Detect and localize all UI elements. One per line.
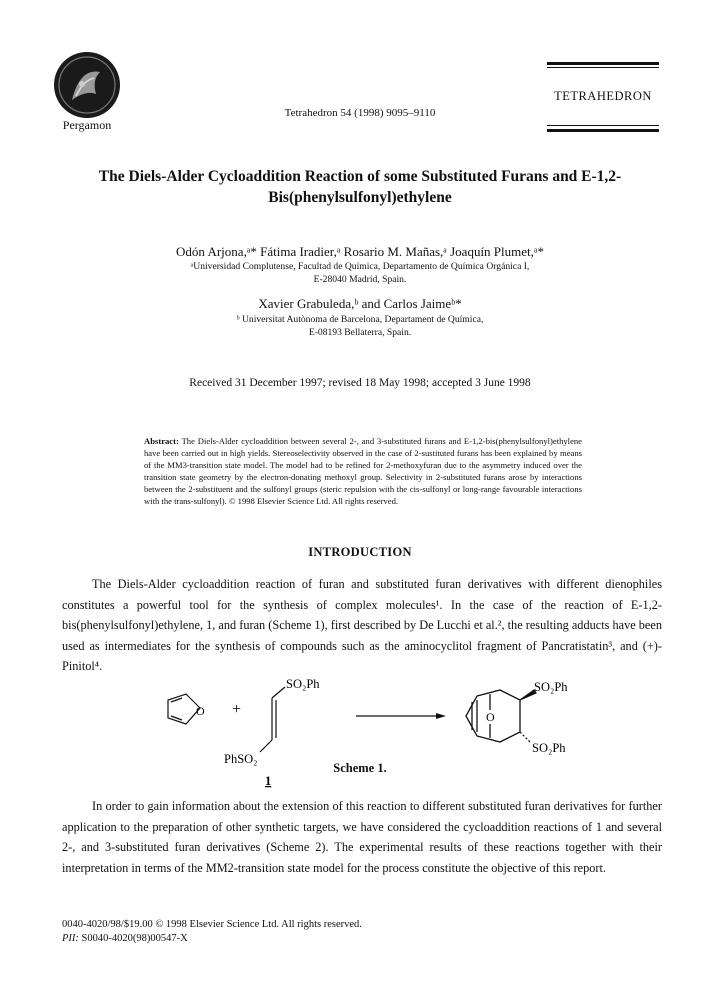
journal-name: TETRAHEDRON xyxy=(554,89,652,103)
furan-oxygen-label: O xyxy=(196,704,205,718)
product-so2ph-bottom-label: SO₂Ph xyxy=(532,741,566,755)
product-so2ph-top-label: SO₂Ph xyxy=(534,680,568,694)
dienophile-phso2-label: PhSO₂ xyxy=(224,752,258,766)
affiliation-1-line-2: E-28040 Madrid, Spain. xyxy=(313,274,407,285)
copyright-footer xyxy=(62,918,562,946)
paragraph-2-text: In order to gain information about the extension of this reaction to different substituted furan derivatives for further application to the preparation of other synthetic targets, we have considered the cycloaddition reactions of 1 and several 2-, and 3-substituted furan derivatives (Scheme 2). The experimental results of these reactions together with their interpretation in terms of the MM2-transition state model for the process constitute the objective of this report. xyxy=(62,799,662,875)
paragraph-2 xyxy=(62,796,662,878)
footer-copyright-line: 0040-4020/98/$19.00 © 1998 Elsevier Science Ltd. All rights reserved. xyxy=(62,919,362,930)
plus-sign: + xyxy=(232,701,242,718)
footer-pii-value: S0040-4020(98)00547-X xyxy=(81,933,188,944)
abstract-label: Abstract: xyxy=(144,436,179,446)
title-line-1: The Diels-Alder Cycloaddition Reaction of some Substituted Furans and E-1,2- xyxy=(98,168,622,185)
journal-reference: Tetrahedron 54 (1998) 9095–9110 xyxy=(284,107,436,119)
footer-pii-label: PII: xyxy=(62,933,79,944)
reaction-arrow xyxy=(356,713,446,719)
scheme-1-caption: Scheme 1. xyxy=(333,761,387,775)
author-list-2: Xavier Grabuleda,ᵇ and Carlos Jaimeᵇ* xyxy=(258,296,462,311)
header-rule-bottom xyxy=(547,129,659,132)
publisher-logo xyxy=(52,50,122,120)
product-substituents xyxy=(520,690,536,742)
author-list-1: Odón Arjona,ᵃ* Fátima Iradier,ᵃ Rosario M. Mañas,ᵃ Joaquín Plumet,ᵃ* xyxy=(176,244,544,259)
affiliation-1 xyxy=(80,260,640,286)
abstract-text: The Diels-Alder cycloaddition between several 2-, and 3-substituted furans and E-1,2-bis(phenylsulfonyl)ethylene have been carried out in high yields. Stereoselectivity observed in the case of 2-sustituted furans has been explained by means of the MM3-transition state model. The model had to be refined for 2-methoxyfuran due to the asymmetry induced over the transition state geometry by the electron-donating methoxyl group. Selectivity in 2-substituted furans arose by interactions between the 2-substituent and the sulfonyl groups (steric repulsion with the cis-sulfonyl or long-range favourable interactions with the trans-sulfonyl). © 1998 Elsevier Science Ltd. All rights reserved. xyxy=(144,436,582,506)
paragraph-1-text: The Diels-Alder cycloaddition reaction of furan and substituted furan derivatives with different dienophiles constitutes a powerful tool for the synthesis of complex molecules¹. In the case of the reaction of E-1,2-bis(phenylsulfonyl)ethylene, 1, and furan (Scheme 1), first described by De Lucchi et al.², the resulting adducts have been used as intermediates for the synthesis of compounds such as the aminocyclitol fragment of Pancratistatin³, and (+)-Pinitol⁴. xyxy=(62,577,662,673)
product-oxygen-label: O xyxy=(486,710,495,724)
dienophile-so2ph-label: SO₂Ph xyxy=(286,677,320,691)
footer-pii-line xyxy=(62,932,562,946)
paper-title xyxy=(80,166,640,208)
header-rule-bottom-thin xyxy=(547,125,659,126)
affiliation-2 xyxy=(80,313,640,339)
affiliation-2-line-2: E-08193 Bellaterra, Spain. xyxy=(308,327,412,338)
compound-number-1: 1 xyxy=(265,774,272,788)
affiliation-1-line-1: ᵃUniversidad Complutense, Facultad de Química, Departamento de Química Orgánica I, xyxy=(190,261,530,272)
dienophile-structure xyxy=(260,687,285,752)
header-rule-top xyxy=(547,62,659,65)
title-line-2: Bis(phenylsulfonyl)ethylene xyxy=(268,189,452,206)
publisher-name: Pergamon xyxy=(62,118,112,132)
affiliation-2-line-1: ᵇ Universitat Autònoma de Barcelona, Departament de Química, xyxy=(236,314,484,325)
abstract xyxy=(144,435,582,507)
header-rule-top-thin xyxy=(547,67,659,68)
section-heading-introduction: INTRODUCTION xyxy=(308,545,412,559)
received-dates: Received 31 December 1997; revised 18 May 1998; accepted 3 June 1998 xyxy=(189,377,531,389)
